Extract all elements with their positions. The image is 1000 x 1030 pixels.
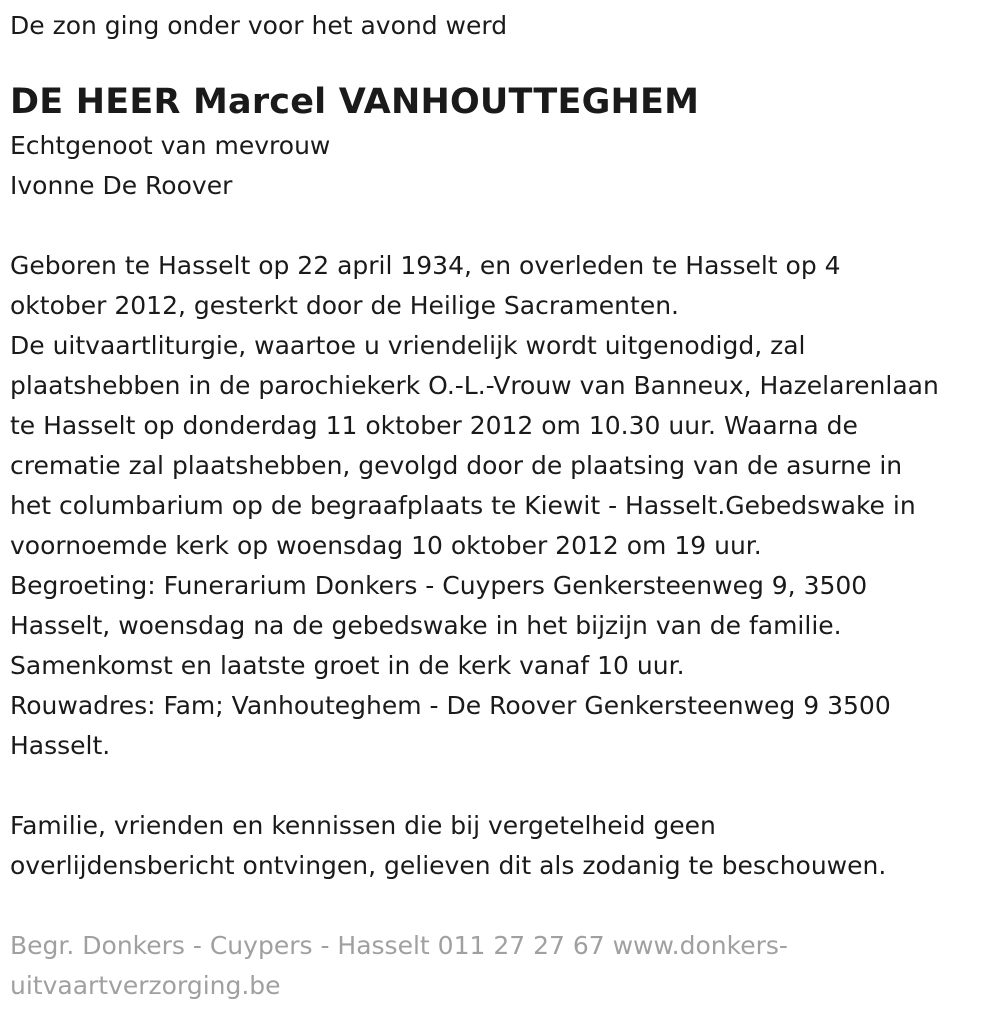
spouse-name-line: Ivonne De Roover [10,171,233,200]
closing-line: overlijdensbericht ontvingen, gelieven dit als zodanig te beschouwen. [10,851,887,880]
body-line: De uitvaartliturgie, waartoe u vriendelijk wordt uitgenodigd, zal [10,331,806,360]
body-line: Begroeting: Funerarium Donkers - Cuypers Genkersteenweg 9, 3500 [10,571,868,600]
footer-line: uitvaartverzorging.be [10,971,281,1000]
body-line: voornoemde kerk op woensdag 10 oktober 2012 om 19 uur. [10,531,762,560]
body-line: crematie zal plaatshebben, gevolgd door de plaatsing van de asurne in [10,451,903,480]
body-line: Samenkomst en laatste groet in de kerk vanaf 10 uur. [10,651,685,680]
body-line: te Hasselt op donderdag 11 oktober 2012 om 10.30 uur. Waarna de [10,411,858,440]
funeral-details-block [10,246,990,766]
closing-note-block [10,806,990,886]
body-line: oktober 2012, gesterkt door de Heilige Sacramenten. [10,291,680,320]
deceased-name-heading: DE HEER Marcel VANHOUTTEGHEM [10,82,700,122]
body-line: plaatshebben in de parochiekerk O.-L.-Vrouw van Banneux, Hazelarenlaan [10,371,939,400]
funeral-home-footer [10,926,990,1006]
spouse-line: Echtgenoot van mevrouw [10,131,331,160]
footer-line: Begr. Donkers - Cuypers - Hasselt 011 27 27 67 www.donkers- [10,931,788,960]
body-line: Hasselt, woensdag na de gebedswake in het bijzijn van de familie. [10,611,842,640]
body-line: Geboren te Hasselt op 22 april 1934, en overleden te Hasselt op 4 [10,251,841,280]
body-line: het columbarium op de begraafplaats te Kiewit - Hasselt.Gebedswake in [10,491,916,520]
intro-line: De zon ging onder voor het avond werd [10,11,508,40]
body-line: Rouwadres: Fam; Vanhouteghem - De Roover Genkersteenweg 9 3500 [10,691,891,720]
body-line: Hasselt. [10,731,111,760]
spouse-block [10,126,990,206]
closing-line: Familie, vrienden en kennissen die bij vergetelheid geen [10,811,716,840]
